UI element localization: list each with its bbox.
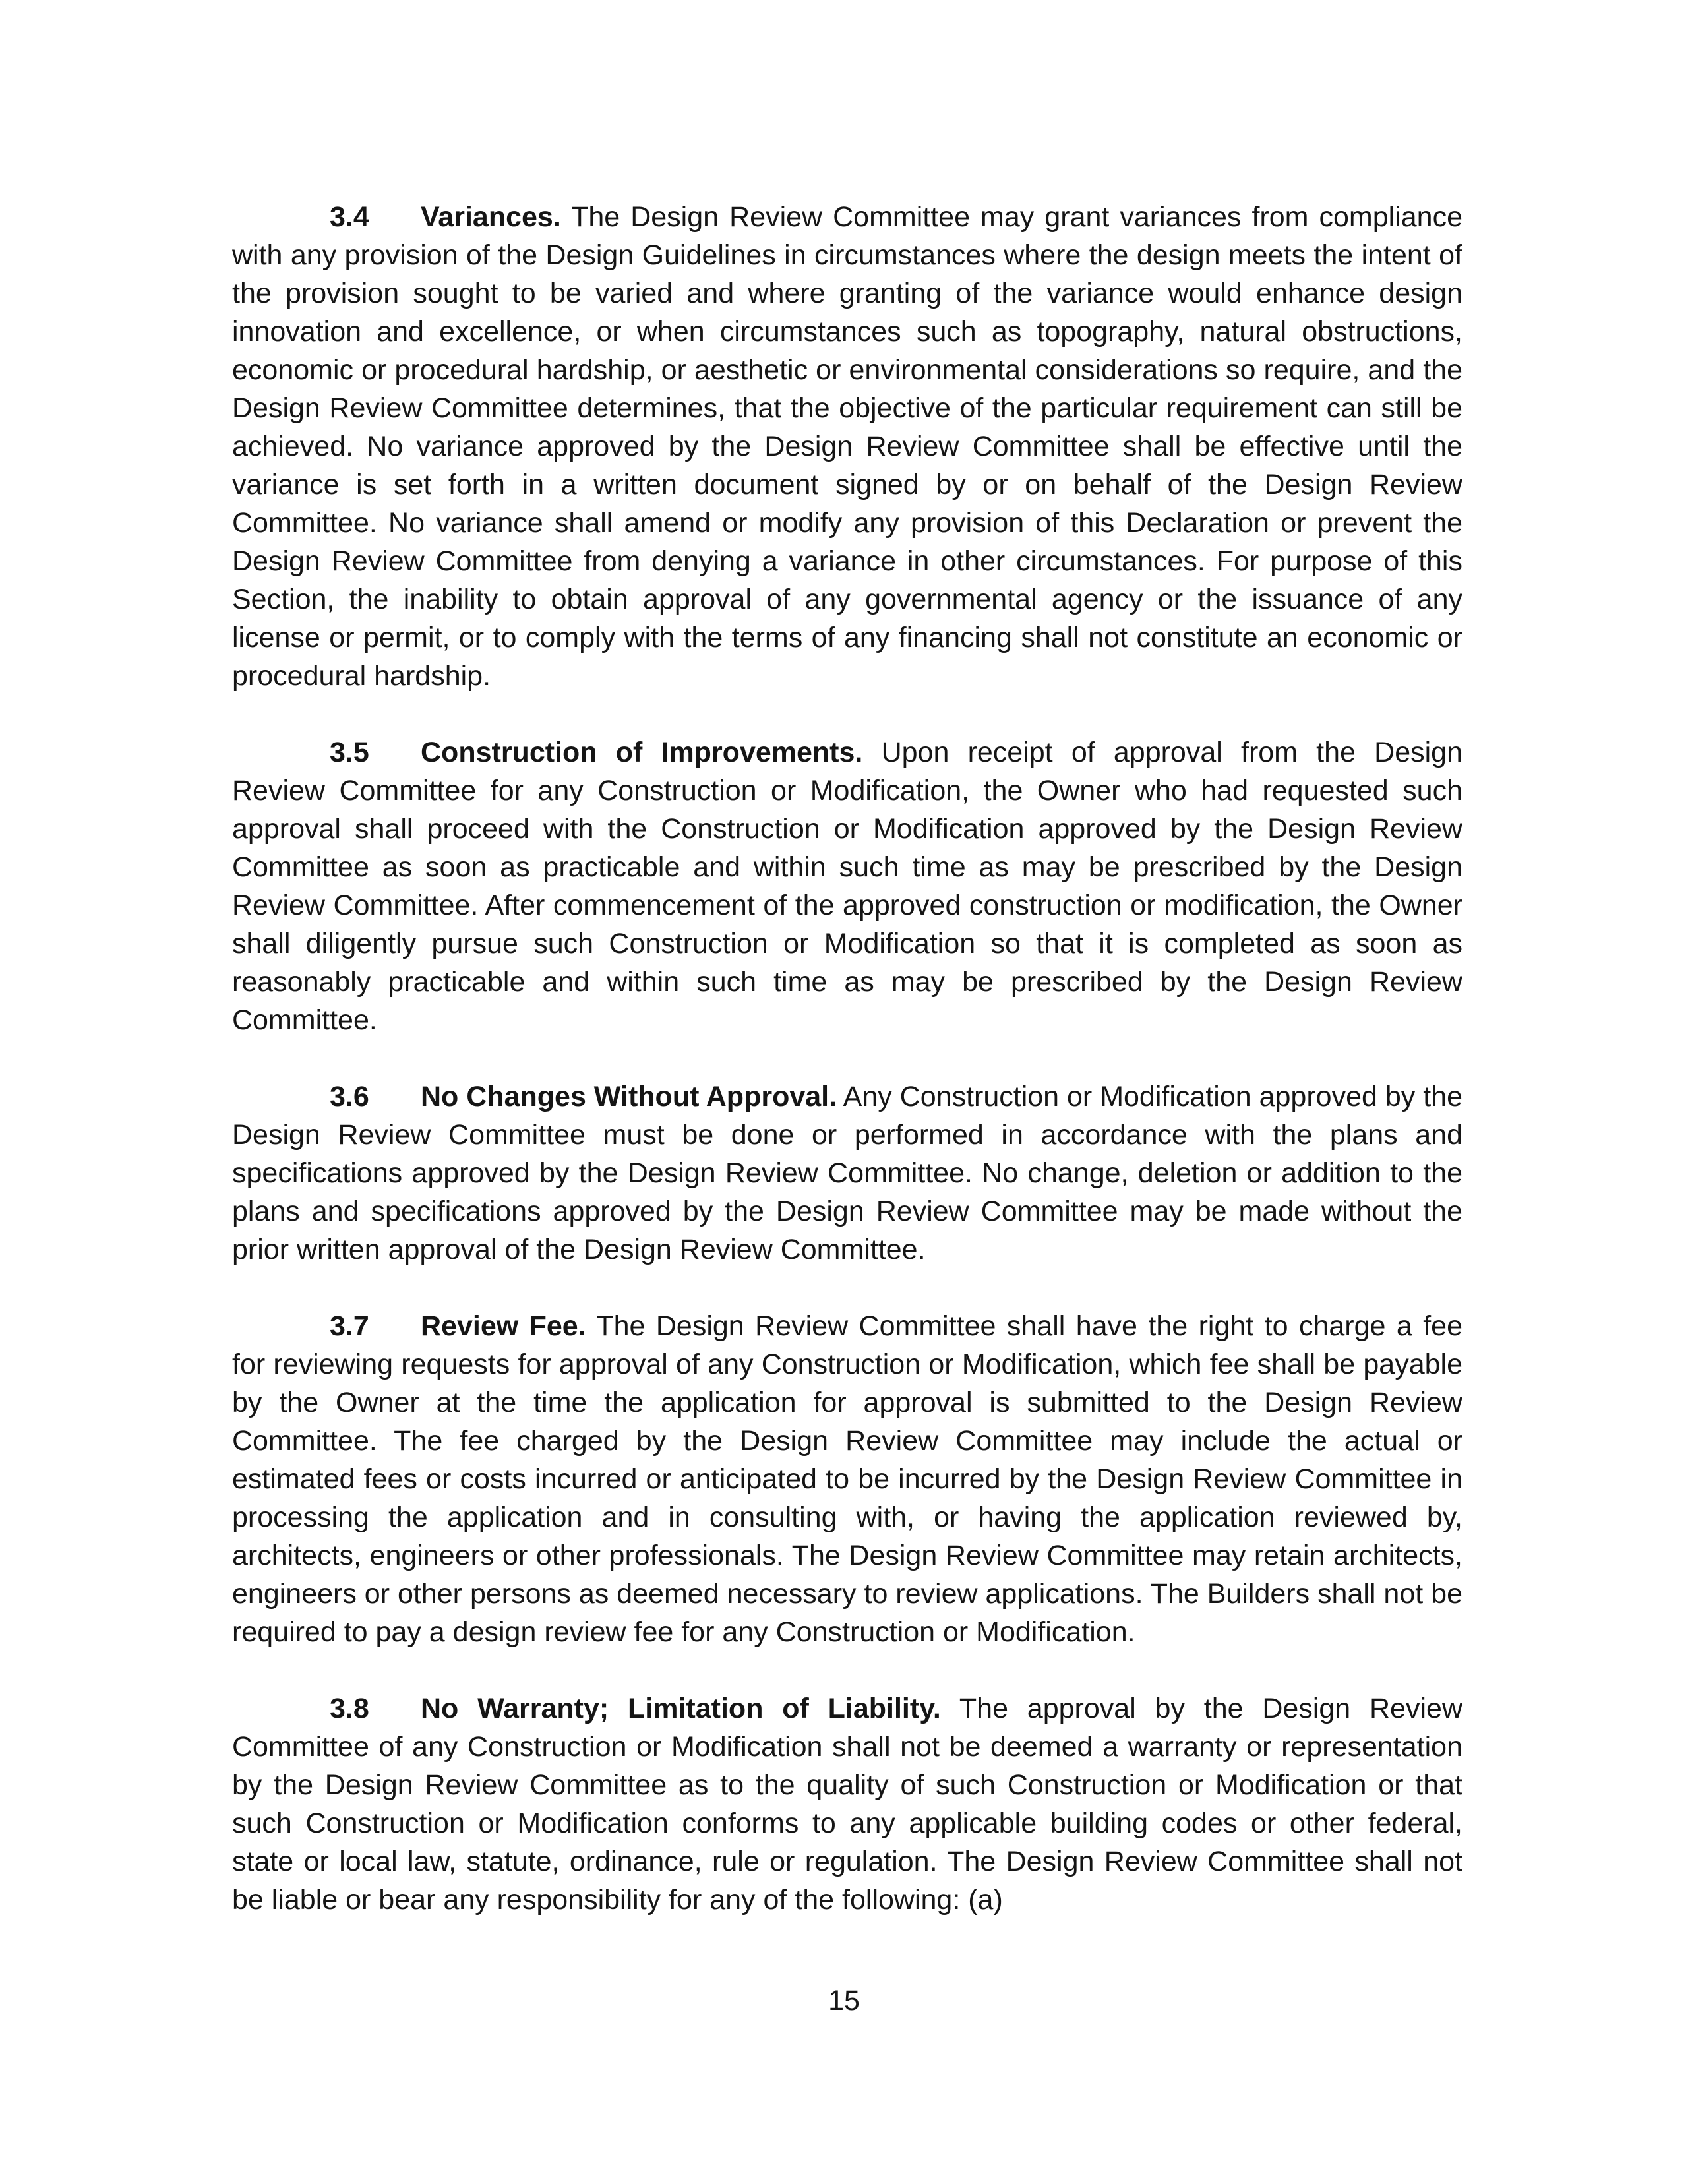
section-title: Construction of Improvements. bbox=[421, 737, 863, 768]
section-title: Review Fee. bbox=[421, 1310, 586, 1342]
section-number: 3.6 bbox=[330, 1081, 369, 1112]
section-number: 3.4 bbox=[330, 201, 369, 233]
section-3-6 bbox=[232, 1077, 1462, 1269]
page-number: 15 bbox=[828, 1985, 860, 2017]
section-number: 3.8 bbox=[330, 1693, 369, 1724]
section-body: The Design Review Committee shall have the right to charge a fee for reviewing requests for approval of any Construction or Modification, which fee shall be payable by the Owner at the time the application for approval is submitted to the Design Review Committee. The fee charged by the Design Review Committee may include the actual or estimated fees or costs incurred or anticipated to be incurred by the Design Review Committee in processing the application and in consulting with, or having the application reviewed by, architects, engineers or other professionals. The Design Review Committee may retain architects, engineers or other persons as deemed necessary to review applications. The Builders shall not be required to pay a design review fee for any Construction or Modification. bbox=[232, 1310, 1462, 1648]
section-title: Variances. bbox=[421, 201, 561, 233]
section-title: No Changes Without Approval. bbox=[421, 1081, 837, 1112]
section-3-7 bbox=[232, 1307, 1462, 1651]
document-body bbox=[232, 198, 1462, 1957]
section-number: 3.5 bbox=[330, 737, 369, 768]
section-body: Upon receipt of approval from the Design Review Committee for any Construction or Modification, the Owner who had requested such approval shall proceed with the Construction or Modification approved by the Design Review Committee as soon as practicable and within such time as may be prescribed by the Design Review Committee. After commencement of the approved construction or modification, the Owner shall diligently pursue such Construction or Modification so that it is completed as soon as reasonably practicable and within such time as may be prescribed by the Design Review Committee. bbox=[232, 737, 1462, 1036]
section-body: The Design Review Committee may grant variances from compliance with any provision of the Design Guidelines in circumstances where the design meets the intent of the provision sought to be varied and where granting of the variance would enhance design innovation and excellence, or when circumstances such as topography, natural obstructions, economic or procedural hardship, or aesthetic or environmental considerations so require, and the Design Review Committee determines, that the objective of the particular requirement can still be achieved. No variance approved by the Design Review Committee shall be effective until the variance is set forth in a written document signed by or on behalf of the Design Review Committee. No variance shall amend or modify any provision of this Declaration or prevent the Design Review Committee from denying a variance in other circumstances. For purpose of this Section, the inability to obtain approval of any governmental agency or the issuance of any license or permit, or to comply with the terms of any financing shall not constitute an economic or procedural hardship. bbox=[232, 201, 1463, 692]
section-title: No Warranty; Limitation of Liability. bbox=[421, 1693, 941, 1724]
section-3-5 bbox=[232, 733, 1462, 1039]
section-3-4 bbox=[232, 198, 1462, 695]
section-3-8 bbox=[232, 1689, 1462, 1919]
section-body: Any Construction or Modification approved by the Design Review Committee must be done or performed in accordance with the plans and specifications approved by the Design Review Committee. No change, deletion or addition to the plans and specifications approved by the Design Review Committee may be made without the prior written approval of the Design Review Committee. bbox=[232, 1081, 1462, 1265]
section-body: The approval by the Design Review Committee of any Construction or Modification shall not be deemed a warranty or representation by the Design Review Committee as to the quality of such Construction or Modification or that such Construction or Modification conforms to any applicable building codes or other federal, state or local law, statute, ordinance, rule or regulation. The Design Review Committee shall not be liable or bear any responsibility for any of the following: (a) bbox=[232, 1693, 1462, 1916]
section-number: 3.7 bbox=[330, 1310, 369, 1342]
